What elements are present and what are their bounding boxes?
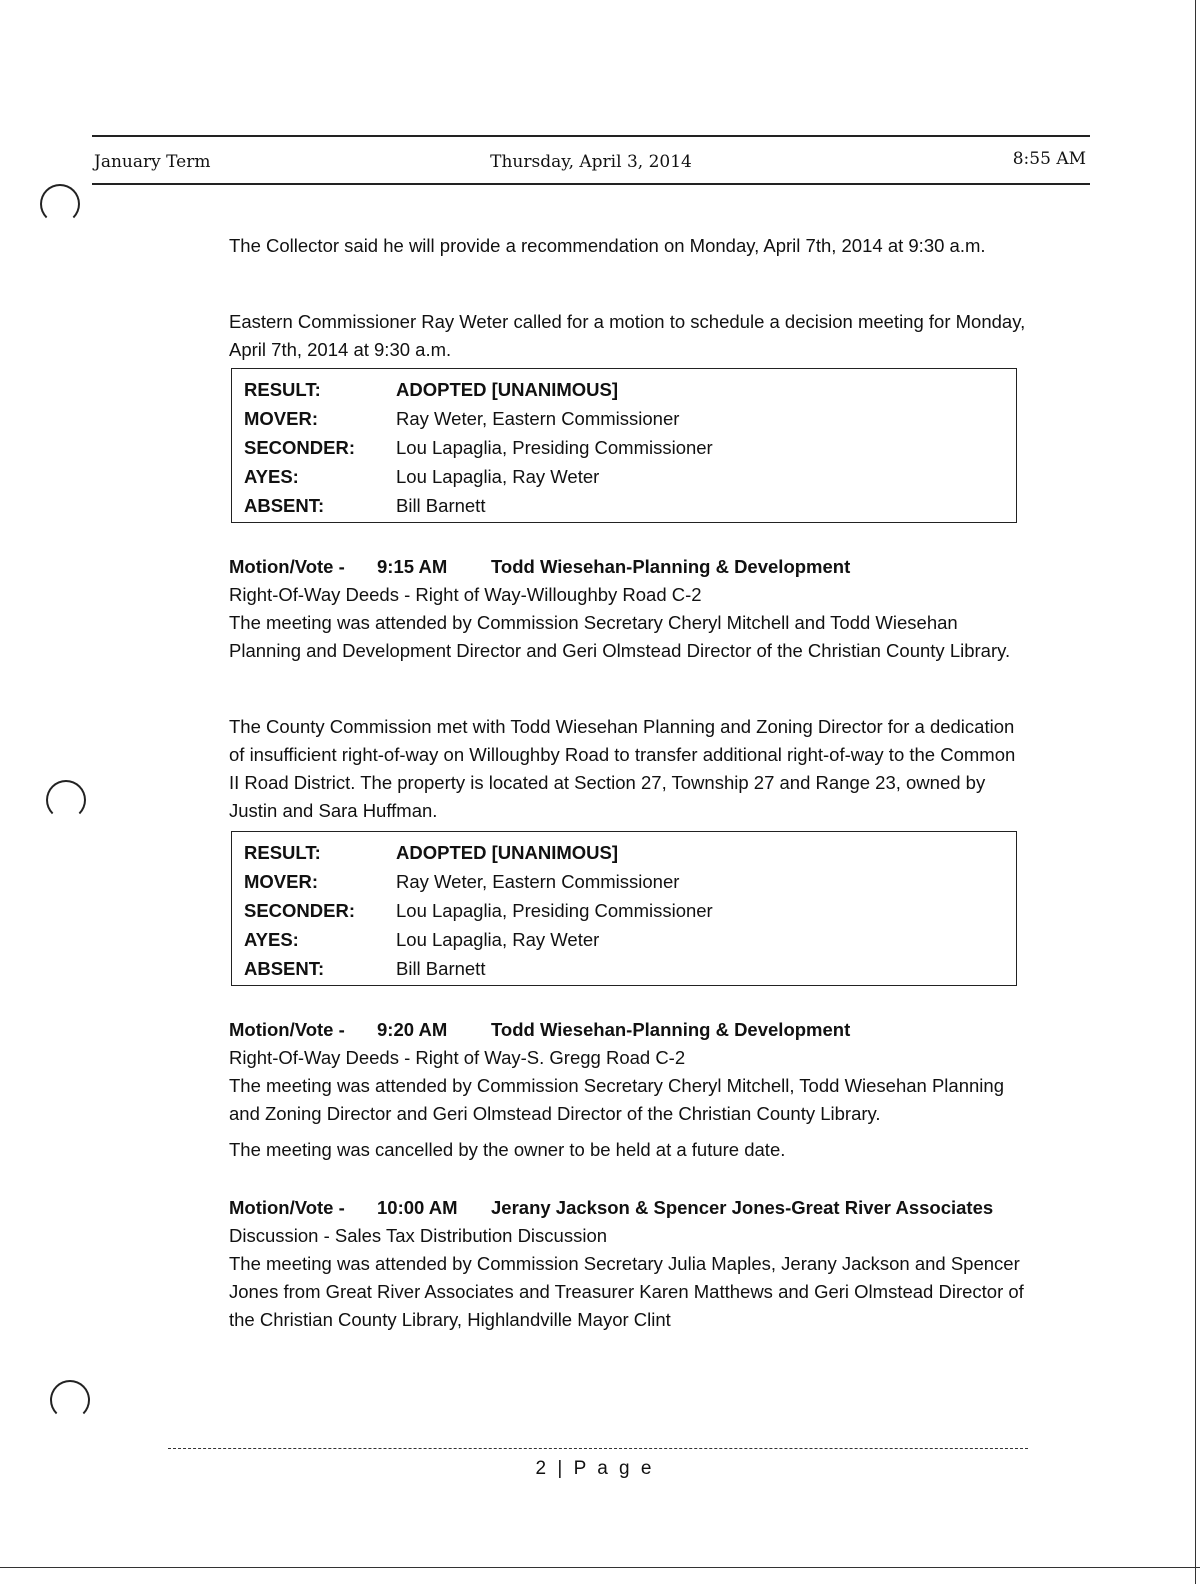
motion-subtitle: Discussion - Sales Tax Distribution Discussion bbox=[229, 1225, 608, 1246]
page-edge-right bbox=[1195, 0, 1196, 1584]
motion-note: The meeting was cancelled by the owner to be held at a future date. bbox=[229, 1139, 786, 1160]
motion-time: 10:00 AM bbox=[377, 1197, 458, 1218]
motion-subtitle: Right-Of-Way Deeds - Right of Way-S. Gregg Road C-2 bbox=[229, 1047, 686, 1068]
motion-label: Motion/Vote - bbox=[229, 556, 345, 577]
vote-absent-label: ABSENT: bbox=[244, 958, 325, 979]
punch-hole-bottom bbox=[50, 1380, 90, 1420]
motion-title: Todd Wiesehan-Planning & Development bbox=[491, 1019, 851, 1040]
vote-result-box bbox=[231, 831, 1017, 986]
motion-heading bbox=[229, 1194, 1029, 1222]
vote-ayes-value: Lou Lapaglia, Ray Weter bbox=[396, 929, 600, 950]
vote-row-ayes bbox=[244, 462, 1004, 491]
vote-ayes-label: AYES: bbox=[244, 929, 299, 950]
motion-title: Todd Wiesehan-Planning & Development bbox=[491, 556, 851, 577]
vote-ayes-value: Lou Lapaglia, Ray Weter bbox=[396, 466, 600, 487]
motion-heading bbox=[229, 1016, 1029, 1044]
vote-mover-label: MOVER: bbox=[244, 871, 318, 892]
motion-subtitle: Right-Of-Way Deeds - Right of Way-Willoughby Road C-2 bbox=[229, 584, 702, 605]
motion-label: Motion/Vote - bbox=[229, 1019, 345, 1040]
vote-row-absent bbox=[244, 491, 1004, 520]
vote-absent-value: Bill Barnett bbox=[396, 958, 486, 979]
vote-absent-value: Bill Barnett bbox=[396, 495, 486, 516]
motion-call-paragraph: Eastern Commissioner Ray Weter called for a motion to schedule a decision meeting for Monday, April 7th, 2014 at 9:30 a.m. bbox=[229, 311, 1026, 360]
vote-result-value: ADOPTED [UNANIMOUS] bbox=[396, 379, 618, 400]
vote-absent-label: ABSENT: bbox=[244, 495, 325, 516]
header-date: Thursday, April 3, 2014 bbox=[490, 152, 692, 172]
vote-result-label: RESULT: bbox=[244, 379, 321, 400]
vote-row-absent bbox=[244, 954, 1004, 983]
vote-row-ayes bbox=[244, 925, 1004, 954]
vote-row-mover bbox=[244, 404, 1004, 433]
vote-result-box bbox=[231, 368, 1017, 523]
collector-paragraph: The Collector said he will provide a recommendation on Monday, April 7th, 2014 at 9:30 a.m. bbox=[229, 235, 986, 256]
motion-heading bbox=[229, 553, 1029, 581]
punch-hole-top bbox=[40, 184, 80, 224]
motion-description: The County Commission met with Todd Wiesehan Planning and Zoning Director for a dedication of insufficient right-of-way on Willoughby Road to transfer additional right-of-way to the Common II Road District. The property is located at Section 27, Township 27 and Range 23, owned by Justin and Sara Huffman. bbox=[229, 716, 1016, 821]
motion-label: Motion/Vote - bbox=[229, 1197, 345, 1218]
vote-seconder-label: SECONDER: bbox=[244, 437, 356, 458]
header-term: January Term bbox=[94, 152, 211, 172]
motion-attendance: The meeting was attended by Commission Secretary Julia Maples, Jerany Jackson and Spencer Jones from Great River Associates and Treasurer Karen Matthews and Geri Olmstead Director of the Christian County Library, Highlandville Mayor Clint bbox=[229, 1253, 1024, 1330]
vote-row-seconder bbox=[244, 433, 1004, 462]
vote-row-result bbox=[244, 375, 1004, 404]
page-number: 2 | P a g e bbox=[535, 1458, 655, 1479]
vote-mover-value: Ray Weter, Eastern Commissioner bbox=[396, 408, 680, 429]
vote-row-mover bbox=[244, 867, 1004, 896]
vote-seconder-value: Lou Lapaglia, Presiding Commissioner bbox=[396, 437, 713, 458]
vote-result-label: RESULT: bbox=[244, 842, 321, 863]
page-edge-bottom bbox=[0, 1567, 1200, 1568]
motion-title: Jerany Jackson & Spencer Jones-Great River Associates bbox=[491, 1197, 994, 1218]
vote-row-seconder bbox=[244, 896, 1004, 925]
vote-mover-label: MOVER: bbox=[244, 408, 318, 429]
vote-seconder-value: Lou Lapaglia, Presiding Commissioner bbox=[396, 900, 713, 921]
vote-seconder-label: SECONDER: bbox=[244, 900, 356, 921]
motion-time: 9:15 AM bbox=[377, 556, 448, 577]
punch-hole-middle bbox=[46, 780, 86, 820]
vote-ayes-label: AYES: bbox=[244, 466, 299, 487]
vote-result-value: ADOPTED [UNANIMOUS] bbox=[396, 842, 618, 863]
motion-attendance: The meeting was attended by Commission Secretary Cheryl Mitchell, Todd Wiesehan Planning and Zoning Director and Geri Olmstead Director of the Christian County Library. bbox=[229, 1075, 1004, 1124]
header-time: 8:55 AM bbox=[1012, 149, 1086, 169]
footer-rule bbox=[168, 1448, 1028, 1449]
page-header bbox=[92, 135, 1090, 185]
vote-row-result bbox=[244, 838, 1004, 867]
document-body bbox=[229, 232, 1029, 1334]
vote-mover-value: Ray Weter, Eastern Commissioner bbox=[396, 871, 680, 892]
motion-time: 9:20 AM bbox=[377, 1019, 448, 1040]
motion-attendance: The meeting was attended by Commission Secretary Cheryl Mitchell and Todd Wiesehan Planning and Development Director and Geri Olmstead Director of the Christian County Library. bbox=[229, 612, 1011, 661]
